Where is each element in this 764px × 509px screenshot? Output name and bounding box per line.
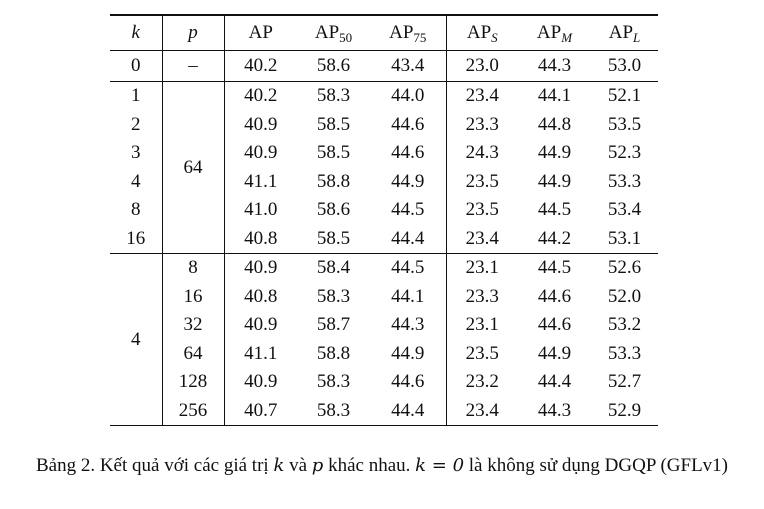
cell-p: 256 bbox=[162, 397, 224, 426]
cell-ap: 40.2 bbox=[224, 51, 297, 82]
cell-k: 2 bbox=[110, 111, 162, 140]
cell-apm: 44.5 bbox=[518, 254, 591, 283]
cell-apm: 44.6 bbox=[537, 285, 572, 307]
cell-p-merged: 64 bbox=[162, 82, 224, 254]
cell-ap75: 44.0 bbox=[370, 82, 446, 111]
table-row bbox=[110, 368, 658, 397]
cell-ap50: 58.3 bbox=[297, 397, 370, 426]
cell-aps: 23.5 bbox=[465, 170, 499, 192]
cell-ap: 41.1 bbox=[244, 342, 278, 364]
cell-aps: 23.2 bbox=[465, 371, 499, 393]
cell-ap75: 43.4 bbox=[370, 51, 446, 82]
header-row bbox=[110, 15, 658, 51]
cell-ap50: 58.5 bbox=[316, 113, 351, 135]
cell-ap50: 58.4 bbox=[297, 254, 370, 283]
table-row bbox=[110, 283, 658, 312]
header-ap50: $AP_{50}$ bbox=[297, 15, 370, 51]
cell-apm: 44.9 bbox=[537, 170, 572, 192]
header-apm: $AP_M$ bbox=[518, 15, 591, 51]
cell-k: 3 bbox=[110, 139, 162, 168]
cell-aps: 23.4 bbox=[446, 82, 518, 111]
cell-apm: 44.9 bbox=[537, 142, 572, 164]
cell-apm: 44.6 bbox=[537, 314, 572, 336]
cell-aps: 23.4 bbox=[446, 397, 518, 426]
cell-ap50: 58.3 bbox=[316, 371, 351, 393]
cell-ap50: 58.3 bbox=[316, 285, 351, 307]
cell-ap: 40.9 bbox=[244, 142, 278, 164]
cell-apl: 52.1 bbox=[591, 82, 658, 111]
header-p: p bbox=[162, 15, 224, 51]
cell-apl: 53.0 bbox=[591, 51, 658, 82]
cell-ap: 40.8 bbox=[244, 285, 278, 307]
cell-ap75: 44.4 bbox=[370, 397, 446, 426]
table-row bbox=[110, 311, 658, 340]
cell-p: 64 bbox=[162, 340, 224, 369]
cell-apl: 52.9 bbox=[591, 397, 658, 426]
cell-ap: 40.9 bbox=[244, 371, 278, 393]
cell-aps: 23.1 bbox=[465, 314, 499, 336]
cell-k-merged: 4 bbox=[110, 254, 162, 426]
cell-apm: 44.2 bbox=[537, 227, 572, 249]
cell-ap: 40.9 bbox=[244, 314, 278, 336]
cell-ap50: 58.8 bbox=[316, 342, 351, 364]
cell-k: 1 bbox=[110, 82, 162, 111]
cell-ap75: 44.9 bbox=[370, 168, 446, 197]
cell-ap: 40.7 bbox=[224, 397, 297, 426]
cell-apl: 52.0 bbox=[607, 285, 642, 307]
cell-ap: 41.1 bbox=[244, 170, 278, 192]
cell-aps: 23.1 bbox=[446, 254, 518, 283]
cell-k: 4 bbox=[110, 168, 162, 197]
cell-apm: 44.3 bbox=[518, 51, 591, 82]
cell-k: 0 bbox=[110, 51, 162, 82]
cell-ap75: 44.4 bbox=[370, 225, 446, 254]
cell-aps: 24.3 bbox=[465, 142, 499, 164]
cell-ap: 40.9 bbox=[244, 113, 278, 135]
cell-ap: 40.8 bbox=[244, 227, 278, 249]
cell-p: – bbox=[162, 51, 224, 82]
cell-apm: 44.5 bbox=[537, 199, 572, 221]
header-ap: AP bbox=[224, 15, 297, 51]
cell-aps: 23.5 bbox=[465, 199, 499, 221]
cell-aps: 23.3 bbox=[465, 285, 499, 307]
baseline-row bbox=[110, 51, 658, 82]
cell-ap50: 58.6 bbox=[316, 199, 351, 221]
cell-apl: 52.3 bbox=[607, 142, 642, 164]
header-aps: $AP_S$ bbox=[446, 15, 518, 51]
cell-ap75: 44.5 bbox=[370, 196, 446, 225]
cell-apl: 53.3 bbox=[607, 170, 642, 192]
cell-ap75: 44.1 bbox=[370, 283, 446, 312]
results-table bbox=[110, 14, 658, 426]
cell-apl: 53.4 bbox=[607, 199, 642, 221]
cell-apl: 52.7 bbox=[607, 371, 642, 393]
cell-apl: 53.5 bbox=[607, 113, 642, 135]
cell-ap75: 44.3 bbox=[370, 311, 446, 340]
cell-apl: 53.3 bbox=[607, 342, 642, 364]
table-row bbox=[110, 82, 658, 111]
cell-p: 16 bbox=[162, 283, 224, 312]
cell-apm: 44.1 bbox=[518, 82, 591, 111]
cell-apm: 44.8 bbox=[537, 113, 572, 135]
cell-ap: 40.2 bbox=[224, 82, 297, 111]
header-apl: $AP_L$ bbox=[591, 15, 658, 51]
table-body bbox=[110, 51, 658, 426]
cell-ap50: 58.6 bbox=[297, 51, 370, 82]
cell-apl: 53.1 bbox=[607, 227, 642, 249]
cell-aps: 23.4 bbox=[465, 227, 499, 249]
cell-ap75: 44.6 bbox=[370, 139, 446, 168]
table-row bbox=[110, 397, 658, 426]
cell-ap50: 58.7 bbox=[316, 314, 351, 336]
cell-ap50: 58.5 bbox=[316, 227, 351, 249]
cell-aps: 23.0 bbox=[446, 51, 518, 82]
cell-apl: 53.2 bbox=[607, 314, 642, 336]
cell-aps: 23.5 bbox=[465, 342, 499, 364]
cell-ap50: 58.3 bbox=[297, 82, 370, 111]
cell-aps: 23.3 bbox=[465, 113, 499, 135]
cell-ap50: 58.8 bbox=[316, 170, 351, 192]
cell-ap75: 44.5 bbox=[370, 254, 446, 283]
cell-apm: 44.4 bbox=[537, 371, 572, 393]
cell-apl: 52.6 bbox=[591, 254, 658, 283]
cell-ap75: 44.6 bbox=[370, 368, 446, 397]
cell-p: 128 bbox=[162, 368, 224, 397]
cell-ap75: 44.9 bbox=[370, 340, 446, 369]
table-row bbox=[110, 254, 658, 283]
cell-apm: 44.3 bbox=[518, 397, 591, 426]
cell-k: 8 bbox=[110, 196, 162, 225]
header-ap75: $AP_{75}$ bbox=[370, 15, 446, 51]
cell-ap: 40.9 bbox=[224, 254, 297, 283]
table-caption: Bảng 2. Kết quả với các giá trị k và p khác nhau. k = 0 là không sử dụng DGQP (GFLv1) bbox=[35, 455, 729, 476]
cell-k: 16 bbox=[110, 225, 162, 254]
cell-ap50: 58.5 bbox=[316, 142, 351, 164]
cell-p: 8 bbox=[162, 254, 224, 283]
header-k: k bbox=[110, 15, 162, 51]
cell-p: 32 bbox=[162, 311, 224, 340]
cell-apm: 44.9 bbox=[537, 342, 572, 364]
cell-ap75: 44.6 bbox=[370, 111, 446, 140]
table-row bbox=[110, 340, 658, 369]
cell-ap: 41.0 bbox=[244, 199, 278, 221]
